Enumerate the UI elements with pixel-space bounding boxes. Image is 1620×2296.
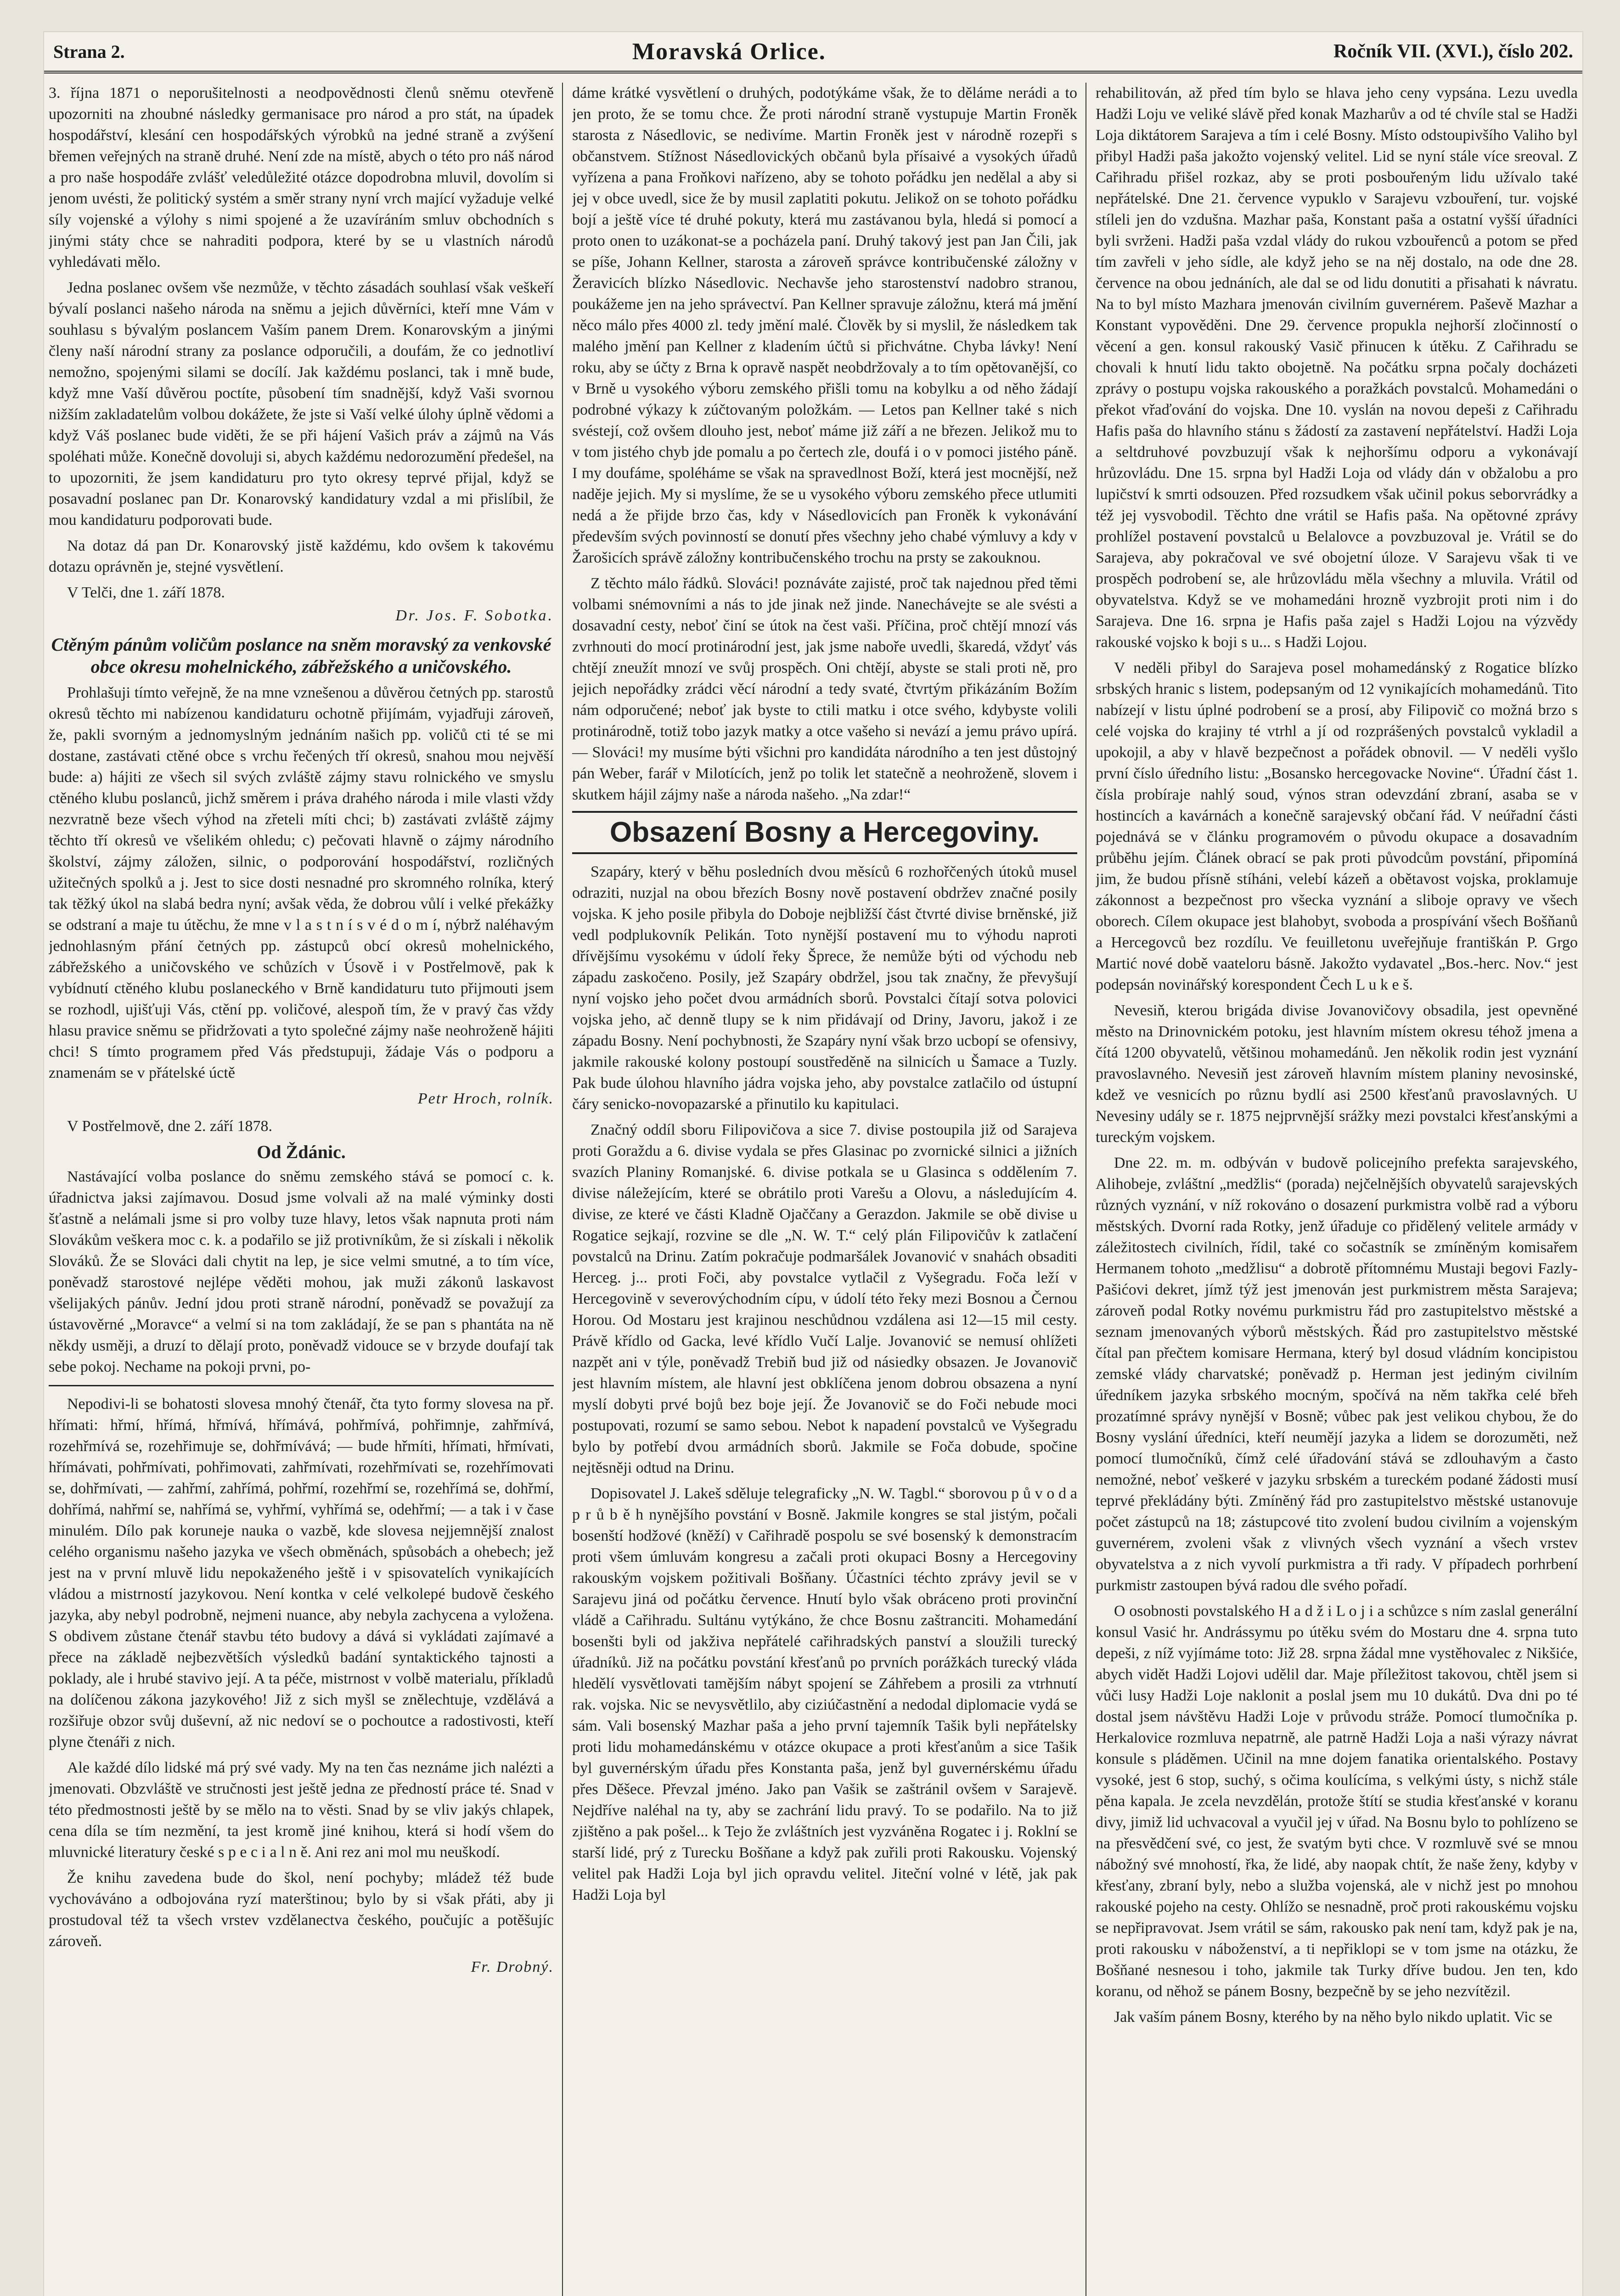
- section-title: Od Ždánic.: [257, 1142, 346, 1162]
- article-paragraph: Z těchto málo řádků. Slováci! poznáváte zajisté, proč tak najednou před těmi volbami snémovními a nás to jde jinak než jinde. Nanechávejte se ale svésti a dosavadní cesty, neboť činí se útok na čest vaši. Příčina, proč chtějí mnozí vás zvrhnouti do mocí protinárodní jest, jak jsme naboře uvedli, škaredá, vždyť vás chtějí zneužít mnozí ve svůj prospěch. Oni chtějí, abyste se stali proti ně, pro jejich nepořádky zrádci věcí národní a tedy svaté, čtvrtým přikázáním Božím nám odporučené; neboť jak byste to ctili matku i otce svého, kdybyste volili protinárodně, totiž tobo jazyk matky a otce vašeho si nevází a jemu právo upírá. — Slováci! my musíme býti všichni pro kandidáta národního a ten jest důstojný pán Weber, farář v Milotících, jenž po tolik let statečně a neohroženě, slovem i skutkem hájil zájmy naše a národa našeho. „Na zdar!“: [572, 575, 1077, 803]
- signature: Dr. Jos. F. Sobotka.: [395, 607, 554, 624]
- newspaper-title: Moravská Orlice.: [632, 38, 826, 65]
- signature: Fr. Drobný.: [471, 1958, 554, 1975]
- article-paragraph: Szapáry, který v běhu posledních dvou měsíců 6 rozhořčených útoků musel odraziti, nuzjal na obou březích Bosny nově postavení obdržev značné posily vojska. K jeho posile přibyla do Doboje nejbližší část čtvrté divise brněnské, již vedl podplukovník Pelikán. Toto nynější postavení mu to výhodu naproti dřívějšímu vysokému v údolí řeky Šprece, že nemůže býti od východu neb západu zaskočeno. Posily, jež Szapáry obdržel, jsou tak značny, že převyšují nyní vojsko jeho počet dvou armádních sborů. Povstalci čítají sotva polovici vojska jeho, ač denně tlupy se k nim přidávají od Driny, Javoru, jakož i ze západu Bosny. Není pochybnosti, že Szapáry nyní však brzo ucbopí se ofensivy, jakmile rakouské kolony postoupí soustředěně na silnicích u Šamace a Tuzly. Pak bude úlohou hlavního jádra vojska jeho, aby povstalce zatlačilo od ústupní čáry senicko-novopazarské a přinutilo ku kapitulaci.: [572, 863, 1077, 1113]
- article-paragraph: Že knihu zavedena bude do škol, není pochyby; mládež též bude vychováváno a odbojována ryzí materštinou; bylo by si však přáti, aby ji prostudoval též ta všech vrstev vzdělanectva českého, poučujíc a potěšujíc zároveň.: [49, 1869, 554, 1950]
- article-heading: Ctěným pánům voličům poslance na sněm moravský za venkovské obce okresu mohelnického, zábřežského a uničovského.: [51, 634, 551, 677]
- dateline: V Postřelmově, dne 2. září 1878.: [67, 1118, 272, 1135]
- divider: [49, 1385, 554, 1386]
- article-paragraph: Nastávající volba poslance do sněmu zemského stává se pomocí c. k. úřadnictva jaksi zajímavou. Dosud jsme volvali až na malé výminky dosti šťastně a nelámali jsme si pro volby tuze hlavy, letos však napnuta proti nám Slovákům veškera moc c. k. a podařilo se již protivníkům, že si získali i několik Slováků. Že se Slováci dali chytit na lep, je sice velmi smutné, a to tím více, poněvadž starostové nejlépe věděti mohou, jak muži zákonů laskavost všelijakých pánův. Jední jdou proti straně národní, poněvadž se považují za ústavověrné „Moravce“ a velmí si na tom zakládají, že se pan s phantáta na ně někdy usměji, a druzí to dělají proto, poněvadž vidouce se v brzyde doufají tak sebe pokoj. Nechame na pokoji prvni, po-: [49, 1168, 554, 1375]
- article-paragraph: Na dotaz dá pan Dr. Konarovský jistě každému, kdo ovšem k takovému dotazu oprávněn je, stejné vysvětlení.: [49, 537, 554, 575]
- article-paragraph: Nevesiň, kterou brigáda divise Jovanovičovy obsadila, jest opevněné město na Drinovnickém potoku, jest hlavním místem okresu téhož jmena a čítá 1200 obyvatelů, většinou mohamedánů. Jen několik rodin jest vyznání pravoslavného. Nevesiň jest zároveň hlavním místem planiny nevosinské, kdež ve vesnicích po různu bydlí asi 2500 křesťanů pravoslavných. U Nevesiny udály se r. 1875 nejprvnější srážky mezi povstalci křesťanskými a tureckým vojskem.: [1096, 1002, 1578, 1146]
- column-rule: [562, 83, 563, 2296]
- article-paragraph: Ale každé dílo lidské má prý své vady. My na ten čas neznáme jich nalézti a jmenovati. Obzvláště ve stručnosti jest ještě jedna ze předností práce té. Snad v této předmostnosti ještě by se mělo na to věsti. Snad by se vliv jakýs chlapek, cena díla se tím nezmění, ta jest kromě jiné knihou, která si hodí všem do mluvnické literatury české s p e c i a l n ě. Ani rez ani mol mu neuškodí.: [49, 1759, 554, 1861]
- article-paragraph: Dne 22. m. m. odbýván v budově policejního prefekta sarajevského, Alihobeje, zvláštní „medžlis“ (porada) nejčelnějších obyvatelů sarajevských různých vyznání, v níž rokováno o dosazení purkmistra volbě rad a výboru městských. Dvorní rada Rotky, jenž úřaduje co přidělený velitele armády v záležitostech civilních, řídil, také co sočastník se zmíněným komisařem Hermanem tohoto „medžlisu“ a dobrotě přítomnému Mustaji begovi Fazly-Pašićovi dekret, jímž týž jest jmenován jest purkmistrem města Sarajeva; zároveň podal Rotky novému purkmistru řád pro zastupitelstvo městské a seznam jmenovaných výborů městských. Řád pro zastupitelstvo městské čítal pan přečtem komisare Hermana, který byl dosud vládním koncipistou zemské vlády charvatské; poněvadž p. Herman jest jediným civilním úředníkem jazyka srbského mocným, spočívá na něm takřka celé břeh prozatímné správy nynější v Bosně; vůbec pak jest velikou chybou, že do Bosny vyslání úředníci, kteří neumějí jazyka a lidem se dorozuměti, než pomocí tlumočníků, čímž celé úřadování stává se zdlouhavým a často nemožné, neboť veškeré v jazyku srbském a tureckém podané žádosti musí teprvé překládány býti. Zmíněný řád pro zastupitelstvo městské ustanovuje počet zástupců na 18; zástupcové tito zvolení budou civilním a vojenským guvernérem, zvoleni však z vlivných všech vyznání a všech vrstev obyvatelstva a z nich vyvolí purkmistra a tři rady. V případech porhrbení purkmistr zastoupen bývá radou dle svého pořadí.: [1096, 1154, 1578, 1594]
- article-title: Obsazení Bosny a Hercegoviny.: [572, 811, 1077, 854]
- article-paragraph: O osobnosti povstalského H a d ž i L o j i a schůzce s ním zaslal generální konsul Vasić hr. Andrássymu po útěku svém do Mostaru dne 4. srpna tuto depeši, z níž vyjímáme toto: Již 28. srpna žádal mne vystěhovalec z Nikšiće, abych vidět Hadži Lojovi udělil dar. Maje příležitost takovou, chtěl jsem si vůči lusy Hadži Loje naklonit a poslal jsem mu 10 dukátů. Dva dni po té dostal jsem návštěvu Hadži Loje v průvodu stráže. Pomocí tlumočníka p. Herkalovice rozmluva nepatrně, ale patrně Hadži Loja a naši výrazy návrat konsule s pláděmen. Učinil na mne dojem fanatika orientalského. Postavy vysoké, jest 6 stop, suchý, s očima koulícíma, s velkými ústy, s nichž stále pěna kapala. Je zcela nevzdělán, protože štítí se studia křesťanské v koranu divy, jimiž lid uchvacoval a vyučil jej v úřad. Na Bosnu bylo to pohlízeno se na přesvědčení své, co jest, že svatým byti chce. V rozmluvě své se mnou nábožný své mnohostí, řka, že lidé, aby naopak chtít, že naše ženy, kdyby v křesťany, zbraní byly, nebo a služba vojenská, ale v nichž jest po mnohou rakouské pojeho na cesty. Ohlížo se nesnadně, proč proti rakouskému vojsku se nepřipravovat. Jsem vrátil se sám, rakousko pak není tam, když pak je na, proti rakousku v náboženství, a ti nepřiklopi se v tom jsme na otázku, že Bošňané nesnesou i toho, jakmile tak Turky dříve budou. Jen ten, kdo koranu, od něhož se pánem Bosny, bezpečně by se jeho nezvítězil.: [1096, 1603, 1578, 2000]
- article-paragraph: Dopisovatel J. Lakeš sděluje telegraficky „N. W. Tagbl.“ sborovou p ů v o d a p r ů b ě h nynějšího povstání v Bosně. Jakmile kongres se stal jistým, počali bosenští hodžové (kněží) v Cařihradě pospolu se své bosenský k demonstracím proti všem úmluvám kongresu a začali proti okupaci Bosny a Hercegoviny rakouským vojskem požitivali Bošňany. Účastníci téchto zprávy jevil se v Sarajevu jiná od počátku července. Hnutí bylo však obráceno proti provinční vládě a Cařihradu. Sultánu vytýkáno, že chce Bosnu zaštranciti. Mohamedání bosenšti byli od jakživa nepřátelé cařihradských panství a sloužili turecký úřadníků. Již na počátku povstání křesťanů po prvních porážkách turecký vláda hledělí vysvětlovati tamějším nábyt spojení se Záhřebem a prosili za vtrhnutí rak. vojska. Nic se nevysvětlilo, aby ciziúčastnění a nedodal diplomacie vydá se sám. Vali bosenský Mazhar paša a jeho první tajemník Tašik byli nepřátelsky proti lidu mohamedánskému v otázce okupace a proti křesťanům a sice Tašik byl guvernérským úřadu přes Konstanta paša, jenž byl guvernérskému úřadu přes Děšece. Převzal jméno. Jako pan Vašik se zaštránil ovšem v Sarajevě. Nejdříve naléhal na ty, aby se zachrání lidu pravý. To se podařilo. Na to již zjištěno a pak pošel... k Tejo že zvláštních jest vyzváněna Rogatec i j. Roklní se starší lidé, prý z Turecku Bošňane a když pak zuřili proti Rakousku. Vojenský velitel pak Hadži Loja byl jich opravdu velitel. Jiteční volné v létě, jak pak Hadži Loja byl: [572, 1485, 1077, 1903]
- article-paragraph: rehabilitován, až před tím bylo se hlava jeho ceny vypsána. Lezu uvedla Hadži Loju ve veliké slávě před konak Mazharův a od té chvíle stal se Hadži Loja diktátorem Sarajeva a tím i celé Bosny. Místo odstoupivšího Valiho byl přibyl Hadži paša jakožto vojenský velitel. Lid se nyní stále více sreoval. Z Cařihradu přišel rozkaz, aby se proti posbouřeným lidu užívalo také nepřátelské. Dne 21. července vypuklo v Sarajevu vzbouření, tur. vojské stíleli jen do vzdušna. Mazhar paša, Konstant paša a ostatní vyšší úřadníci byli svrženi. Hadži paša vzdal vlády do rukou vzbouřenců a potom se před tím zavřeli v jeho sídle, ale když jeho se na něj dostalo, na ode dne 28. července na obou jednáních, ale dal se od lidu donutiti a přisahati k návratu. Na to byl místo Mazhara jmenován civilním guvernérem. Paševě Mazhar a Konstant vypověděni. Dne 29. července propukla nejhorší zločinností o věcení a gen. konsul rakouský Vasič přinucen k útěku. Z Cařihradu se chovali k hnutí lidu takto obojetně. Na počátku srpna počaly docházeti zprávy o postupu vojska rakouského a poražkách povstalců. Mohamedáni o překot vřaďování do vojska. Dne 10. vyslán na novou depeši z Cařihradu Hafis paša do hlavního stánu s žádostí za zastavení nepřátelství. Hadži Loja a seltdruhové povzbuzují však k nejhoršímu odporu a vykonávají hrůzovládu. Dne 15. srpna byl Hadži Loja od vlády dán v obžalobu a pro lupičství k smrti odsouzen. Před rozsudkem však učinil pokus seborvrádky a též jej vysvobodil. Těchto dne vrátil se Hafis paša. Na opětovné zprávy prohlížel postavení povstalců u Belalovce a povzbuzoval je. Vrátil se do Sarajeva, aby pokračoval ve své obojetní úloze. V Sarajevu však ti ve prospěch podrobení se, ale hrůzovládu měla všechny a mluvila. Vrátil od obyvatelstva. Když se ve mohamedáni hrozně vyzbrojit proti nim i do Sarajeva. Dne 16. srpna je Hafis paša zajel s Hadži Lojou na výzvědy rakouské vojsko k boji s u... s Hadži Lojou.: [1096, 84, 1578, 651]
- article-paragraph: 3. října 1871 o neporušitelnosti a neodpovědnosti členů sněmu otevřeně upozorniti na zhoubné následky germanisace pro národ a pro stát, na úpadek hospodářství, klesání cen hospodářských výrobků na jedné straně a zvýšení břemen veřejných na straně druhé. Není zde na místě, abych o této pro náš národ a pro naše hospodáře zvlášť veledůležité otázce dopodrobna mluvil, dovolím si jenom uvésti, že politický systém a směr strany nyní vrch mající vyžaduje velké síly vojenské a výlohy s nimi spojené a že uzavíráním smluv obchodních s jinými státy chce se nahraditi podpora, které by se u vlastních národů vyhledávati mělo.: [49, 84, 554, 270]
- dateline: V Telči, dne 1. září 1878.: [67, 584, 225, 601]
- column-1: [49, 83, 554, 2296]
- column-2: [572, 83, 1077, 2296]
- column-3: [1096, 83, 1578, 2296]
- newspaper-page: [44, 32, 1582, 2296]
- page-number: Strana 2.: [53, 41, 125, 62]
- article-paragraph: Jedna poslanec ovšem vše nezmůže, v těchto zásadách souhlasí však veškeří bývalí poslanci našeho národa na sněmu a jejich důvěrníci, kteří mne Vám v souhlasu s bývalým poslancem Vaším panem Drem. Konarovským a jinými členy naší národní strany za poslance odporučili, a doufám, že co jednotliví nemožno, spojenými silami se docílí. Jak každému poslanci, tak i mně bude, když mne Vaší důvěrou poctíte, působení tím snadnější, když Vaši svornou nižším zakladatelům volbou dokážete, že jste si Vaší velké úlohy úplně vědomi a když Váš poslanec bude viděti, že se při hájení Vašich práv a zájmů na Vás spoléhati může. Konečně dovoluji si, abych každému nedorozumění předešel, na to upozorniti, že jsem kandidaturu pro tyto okresy teprvé přijal, když se posavadní poslanec pan Dr. Konarovský kandidatury vzdal a mi přislíbil, že mou kandidaturu podporovati bude.: [49, 279, 554, 529]
- article-paragraph: dáme krátké vysvětlení o druhých, podotýkáme však, že to děláme nerádi a to jen proto, že se tomu chce. Že proti národní straně vystupuje Martin Froněk starosta z Násedlovic, se nedivíme. Martin Froněk jest v národně rozepři s občanstvem. Stížnost Násedlovických občanů byla přísaivé a vysokých úřadů vyřízena a pana Froňkovi nařízeno, aby se tohoto pořádku jen nedělal a aby si jej v obce uvedl, sice že by musil zaplatiti pokutu. Jelikož on se tohoto pořádku bojí a ještě více té druhé pokuty, která mu zastávanou byla, hledá si pomocí a proto onen to uzákonat-se a pocházela paní. Druhý takový jest pan Jan Čili, jak se píše, Johann Kellner, starosta a zároveň správce kontribučenské záložny v Žeravicích blízko Násedlovic. Nechavše jeho starostenství nadobro stranou, poukážeme jen na jeho správectví. Pan Kellner spravuje záložnu, která má jmění něco málo přes 4000 zl. tedy jmění malé. Člověk by si myslil, že následkem tak malého jmění pan Kellner z kladením účtů si přichvátne. Chyba lávky! Není roku, aby se účty z Brna k opravě naspět neobdržovaly a to tím opětovanější, co v Brně u vysokého výboru zemského přišli tomu na kobylku a od něho žádají podrobné výkazy k zúčtovaným položkám. — Letos pan Kellner také s nich svéstejí, což ovšem dlouho jest, neboť máme již září a ne březen. Jelikož mu to v tom jistého chyb jde pomalu a po čertech zle, doufá i o v pomoci jistého páně. I my doufáme, spoléháme se však na spravedlnost Boží, která jest mocnější, než naděje jejich. My si myslíme, že se u vysokého výboru zemského přece utlumiti nedá a že přijde brzo čas, kdy v Násedlovicích pan Froněk k vykonávání především svých povinností se donutí přes všechny jeho chabé výmluvy a kdy v Žarošicích správě záložny kontribučenského trochu na prsty se zakouknou.: [572, 84, 1077, 566]
- article-paragraph: Prohlašuji tímto veřejně, že na mne vznešenou a důvěrou četných pp. starostů okresů těchto mi nabízenou kandidaturu ochotně přijímám, vyjadřuji zároveň, že, pakli svorným a jednomyslným jednáním našich pp. voličů cti té se mi dostane, zastávati ctěné obce s vrchu řečených tří okresů, snahou mou nejvěší bude: a) hájiti ze všech sil svých zvláště zájmy stavu rolnického ve smyslu ctěného klubu poslanců, jichž směrem i práva drahého národa i mile vlasti vždy nezvratně beze všech výhod na zřeteli míti chci; b) zastávati zvláště zájmy těchto tří okresů ve všelikém ohledu; c) pečovati hlavně o zájmy národního školství, zájmy záložen, silnic, o podporování hospodářství, rozličných užitečných spolků a j. Jest to sice dosti nesnadné pro skromného rolníka, který tak těžký úkol na slabá bedra nyní; avšak věda, že dobrou vůlí i velké překážky se odstraní a maje tu útěchu, že mne v l a s t n í s v é d o m í, nýbrž naléhavým jednohlasným přání četných pp. zástupců obcí okresů mohelnického, zábřežského a uničovského ve schůzích v Úsově i v Postřelmově, pak k vybídnutí ctěného klubu poslaneckého v Brně kandidaturu tuto přijmouti jsem se rozhodl, ujišťuji Vás, ctění pp. voličové, alespoň tím, že v pravý čas vždy hlasu pravice sněmu se přidržovati a tyto společné zájmy naše neohroženě hájiti chci! S tímto programem před Vás předstupuji, žádaje Vás o podporu a znamenám se v přátelské úctě: [49, 684, 554, 1081]
- article-paragraph: Nepodivi-li se bohatosti slovesa mnohý čtenář, čta tyto formy slovesa na př. hřímati: hřmí, hřímá, hřmívá, hřímává, pohřmívá, pohřimnje, zahřmívá, rozehřmívá se, rozehřimuje se, dohřmívává; — bude hřmíti, hřímati, hřmívati, hřímávati, pohřmívati, pohřimovati, zahřmívati, rozehřmívati se, rozehřímovati se, dohřmívati, — zahřmí, zahřímá, pohřmí, rozehřmí se, rozehřímá se, dohřmí, dohřímá, nahřmí se, nahřímá se, vyhřmí, vyhřímá se, odehřmí; — a tak i v čase minulém. Dílo pak koruneje nauka o vazbě, kde slovesa nejjemnější znalost celého organismu našeho jazyka ve všech obměnách, spůsobách a ohebech; jež jest na v první mluvě lidu nepokaženého ještě i v spisovatelích vynikajících vládou a mistrností jazykovou. Není kontka v celé velkolepé budově českého jazyka, aby nebyl podrobně, nejmeni nuance, aby nebyla zachycena a vyložena. S obdivem zůstane čtenář stavbu této budovy a dává si vykládati zajímavé a přece na základě nejbezvětších výsledků badání syntaktického tajnosti a poklady, ale i hrubé stavivo její. A ta péče, mistrnost v volbě materialu, příkladů na dolíčenou zákona jazykového! Již z sich myšl se znělechtuje, vzdělává a rozšiřuje obzor svůj duševní, až nic nedoví se o pochoutce a radostivosti, kteří plyne čtenáři z nich.: [49, 1396, 554, 1750]
- masthead: [44, 32, 1582, 73]
- signature: Petr Hroch, rolník.: [417, 1090, 554, 1107]
- article-paragraph: V neděli přibyl do Sarajeva posel mohamedánský z Rogatice blízko srbských hranic s listem, podepsaným od 12 vynikajících mohamedánů. Tito nabízejí v listu úplné podrobení se a prosí, aby Filipovič co možná brzo s celé vojska do krajiny té vtrhl a jí od rozprášených povstalců vykladil a upokojil, a aby v hlavě bezpečnost a pořádek obnovil. — V neděli vyšlo první číslo úředního listu: „Bosansko hercegovacke Novine“. Úřadní část 1. čísla probíraje nahlý soud, výnos stran odevzdání zbraní, asaba se v hostincích a kavárnách a konečně sarajevský občaní řád. V neúřadní části pojednává se v článku programovém o původu okupace a dosavadním průběhu jejím. Článek obrací se pak proti původcům povstání, připomíná jim, že budou přísně stíháni, velebí kázeň a obětavost vojska, proklamuje zákonnost a bezpečnost pro všecka vyznání a sliboje opravy ve všech oborech. Cílem okupace jest blahobyt, svoboda a prospívání všech Bošňanů a Hercegovců bez rozdílu. Ve feuilletonu uveřejňuje františkán P. Grgo Martić nové době vaateloru básně. Jakožto vydavatel „Bos.-herc. Nov.“ jest podepsán novinářský korespondent Čech L u k e š.: [1096, 659, 1578, 993]
- article-paragraph: Jak vaším pánem Bosny, kterého by na něho bylo nikdo uplatit. Vic se: [1114, 2009, 1552, 2026]
- article-paragraph: Značný oddíl sboru Filipovičova a sice 7. divise postoupila již od Sarajeva proti Goraždu a 6. divise vydala se přes Glasinac po zvornické silnici a jižních svazích Planiny Romanjské. 6. divise potkala se u Glasinca s oddělením 7. divise náležejícím, které se obrátilo proti Varešu a Olovu, a následujícím 4. divise, ze které ve části Kladně Ojaččany a Gerazdon. Jakmile se obě divise u Rogatice sejkají, rozvine se dle „N. W. T.“ celý plán Filipovičův k zatlačení povstalců na Drinu. Zatím pokračuje podmaršálek Jovanović v snahách obsaditi Herceg. j... proti Foči, aby povstalce vytlačil z Vyšegradu. Foča leží v Hercegovině v severovýchodním cípu, v údolí této řeky mezi Bosnou a Černou Horou. Od Mostaru jest krajinou neschůdnou vzdálena asi 12—15 mil cesty. Právě křídlo od Gacka, levé křídlo Vučí Lalje. Jovanović se nemusí ohlížeti nazpět ani v týle, poněvadž Trebiň bud již od násiedky obsazen. Je Jovanovič jest hlavním místem, ale hlavní jest obklíčena jenom dobrou obsazena a nyní myslí dobyti prvé bojů bez boje její. Že Jovanovič se do Foči nebude moci postupovati, rozumí se samo sebou. Nebot k napadení povstalců ve Vyšegradu bylo by potřebí dvou armádních sborů. Jakmile se Foča dobude, spočine nejtěsněji odtud na Drinu.: [572, 1121, 1077, 1476]
- issue-info: Ročník VII. (XVI.), číslo 202.: [1333, 41, 1573, 62]
